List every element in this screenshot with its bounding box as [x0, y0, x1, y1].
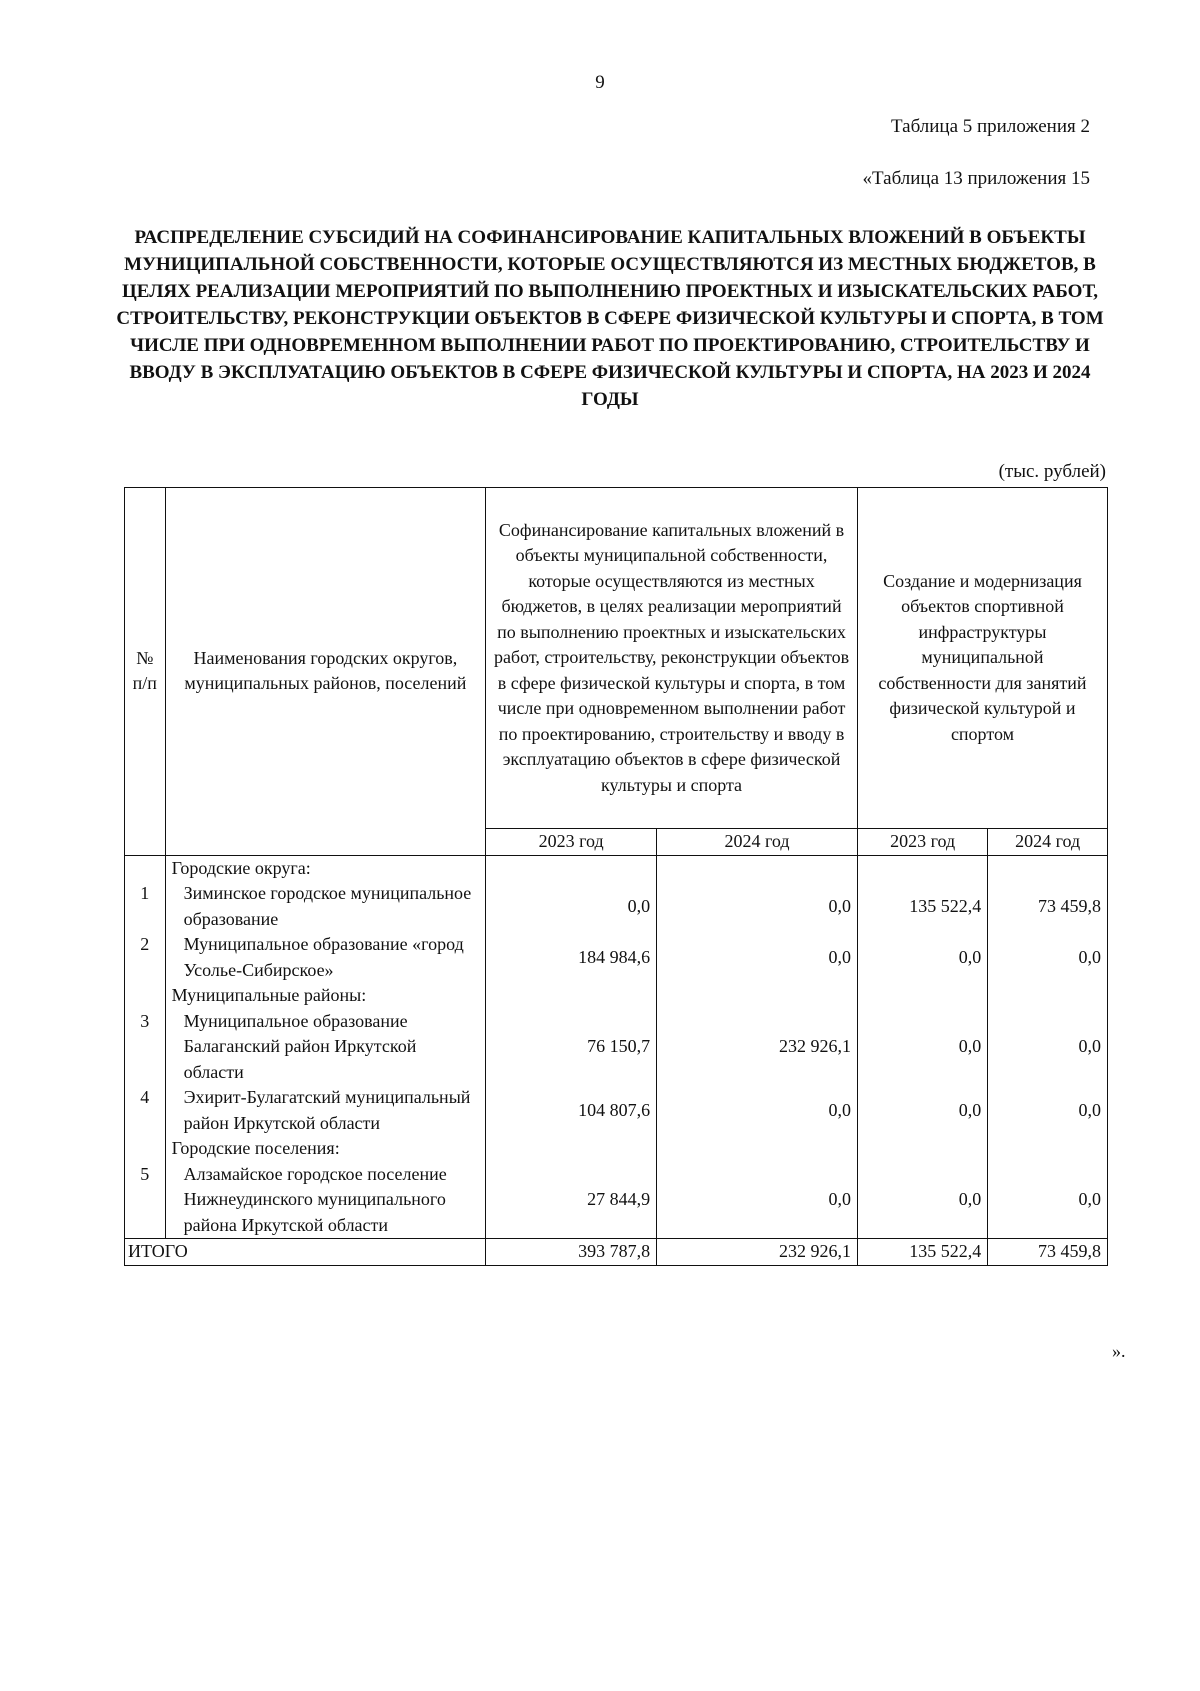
- cell-g1-2023: 0,0: [486, 881, 657, 932]
- cell-g2-2024: 0,0: [988, 1009, 1108, 1086]
- header-g1-2023: 2023 год: [486, 829, 657, 856]
- cell-g2-2023: 0,0: [857, 1085, 987, 1136]
- total-g2-2024: 73 459,8: [988, 1239, 1108, 1266]
- table-reference: «Таблица 13 приложения 15: [862, 168, 1090, 189]
- document-title: РАСПРЕДЕЛЕНИЕ СУБСИДИЙ НА СОФИНАНСИРОВАНИЕ КАПИТАЛЬНЫХ ВЛОЖЕНИЙ В ОБЪЕКТЫ МУНИЦИПАЛЬНОЙ СОБСТВЕННОСТИ, КОТОРЫЕ ОСУЩЕСТВЛЯЮТСЯ ИЗ МЕСТНЫХ БЮДЖЕТОВ, В ЦЕЛЯХ РЕАЛИЗАЦИИ МЕРОПРИЯТИЙ ПО ВЫПОЛНЕНИЮ ПРОЕКТНЫХ И ИЗЫСКАТЕЛЬСКИХ РАБОТ, СТРОИТЕЛЬСТВУ, РЕКОНСТРУКЦИИ ОБЪЕКТОВ В СФЕРЕ ФИЗИЧЕСКОЙ КУЛЬТУРЫ И СПОРТА, В ТОМ ЧИСЛЕ ПРИ ОДНОВРЕМЕННОМ ВЫПОЛНЕНИИ РАБОТ ПО ПРОЕКТИРОВАНИЮ, СТРОИТЕЛЬСТВУ И ВВОДУ В ЭКСПЛУАТАЦИЮ ОБЪЕКТОВ В СФЕРЕ ФИЗИЧЕСКОЙ КУЛЬТУРЫ И СПОРТА, НА 2023 И 2024 ГОДЫ: [116, 227, 1104, 410]
- cell-g2-2024: 0,0: [988, 1085, 1108, 1136]
- table-row: [125, 881, 1108, 932]
- cell-g2-2023: 135 522,4: [857, 881, 987, 932]
- closing-quote: ».: [1112, 1341, 1126, 1361]
- cell-g2-2023: 0,0: [857, 932, 987, 983]
- total-row: [125, 1239, 1108, 1266]
- header-group1: Софинансирование капитальных вложений в объекты муниципальной собственности, которые осуществляются из местных бюджетов, в целях реализации мероприятий по выполнению проектных и изыскательских работ, строительству, реконструкции объектов в сфере физической культуры и спорта, в том числе при одновременном выполнении работ по проектированию, строительству и вводу в эксплуатацию объектов в сфере физической культуры и спорта: [486, 488, 858, 829]
- header-g1-2024: 2024 год: [657, 829, 858, 856]
- header-row: [125, 488, 1108, 829]
- total-g2-2023: 135 522,4: [857, 1239, 987, 1266]
- header-num: № п/п: [125, 488, 166, 856]
- cell-g1-2023: 27 844,9: [486, 1162, 657, 1239]
- total-g1-2024: 232 926,1: [657, 1239, 858, 1266]
- row-name: Алзамайское городское поселение Нижнеудинского муниципального района Иркутской области: [165, 1162, 486, 1239]
- table-row: [125, 1162, 1108, 1239]
- row-number: 5: [125, 1162, 166, 1239]
- row-name: Эхирит-Булагатский муниципальный район Иркутской области: [165, 1085, 486, 1136]
- row-number: 1: [125, 881, 166, 932]
- section-row: [125, 983, 1108, 1009]
- section-row: [125, 1136, 1108, 1162]
- cell-g1-2024: 0,0: [657, 932, 858, 983]
- cell-g2-2024: 0,0: [988, 1162, 1108, 1239]
- cell-g2-2024: 0,0: [988, 932, 1108, 983]
- cell-g2-2023: 0,0: [857, 1009, 987, 1086]
- section-city-districts: Городские округа:: [165, 855, 486, 881]
- units-label: (тыс. рублей): [998, 461, 1106, 482]
- section-municipal-districts: Муниципальные районы:: [165, 983, 486, 1009]
- subsidy-table: [124, 487, 1108, 1266]
- cell-g1-2023: 104 807,6: [486, 1085, 657, 1136]
- page-number: 9: [595, 72, 605, 93]
- section-urban-settlements: Городские поселения:: [165, 1136, 486, 1162]
- total-g1-2023: 393 787,8: [486, 1239, 657, 1266]
- table-row: [125, 1085, 1108, 1136]
- cell-g2-2024: 73 459,8: [988, 881, 1108, 932]
- total-label: ИТОГО: [125, 1239, 486, 1266]
- header-group2: Создание и модернизация объектов спортивной инфраструктуры муниципальной собственности для занятий физической культурой и спортом: [857, 488, 1107, 829]
- header-g2-2023: 2023 год: [857, 829, 987, 856]
- table-row: [125, 932, 1108, 983]
- row-name: Муниципальное образование «город Усолье-Сибирское»: [165, 932, 486, 983]
- cell-g1-2024: 0,0: [657, 1162, 858, 1239]
- cell-g1-2024: 0,0: [657, 881, 858, 932]
- annex-reference: Таблица 5 приложения 2: [891, 116, 1090, 137]
- header-name: Наименования городских округов, муниципальных районов, поселений: [165, 488, 486, 856]
- row-number: 3: [125, 1009, 166, 1086]
- table-row: [125, 1009, 1108, 1086]
- row-number: 4: [125, 1085, 166, 1136]
- cell-g2-2023: 0,0: [857, 1162, 987, 1239]
- header-g2-2024: 2024 год: [988, 829, 1108, 856]
- cell-g1-2023: 76 150,7: [486, 1009, 657, 1086]
- row-name: Зиминское городское муниципальное образование: [165, 881, 486, 932]
- section-row: [125, 855, 1108, 881]
- cell-g1-2024: 232 926,1: [657, 1009, 858, 1086]
- cell-g1-2024: 0,0: [657, 1085, 858, 1136]
- row-name: Муниципальное образование Балаганский район Иркутской области: [165, 1009, 486, 1086]
- row-number: 2: [125, 932, 166, 983]
- cell-g1-2023: 184 984,6: [486, 932, 657, 983]
